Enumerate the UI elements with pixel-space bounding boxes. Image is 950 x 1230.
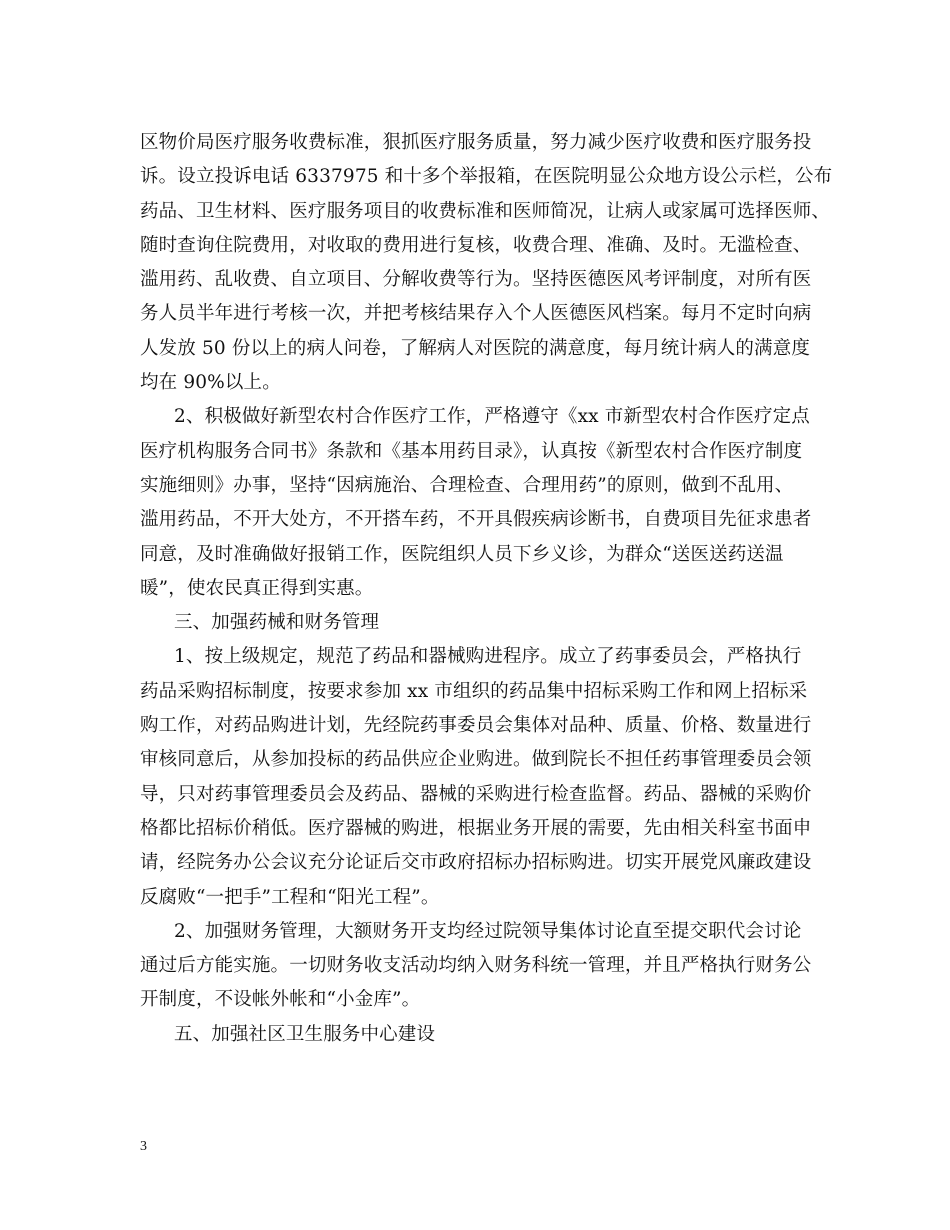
text-line: 区物价局医疗服务收费标准，狠抓医疗服务质量，努力减少医疗收费和医疗服务投 [140, 132, 812, 153]
text-line: 格都比招标价稍低。医疗器械的购进，根据业务开展的需要，先由相关科室书面申 [140, 817, 812, 839]
text-line: 滥用药、乱收费、自立项目、分解收费等行为。坚持医德医风考评制度，对所有医 [140, 269, 812, 291]
text-line: 同意，及时准确做好报销工作，医院组织人员下乡义诊，为群众“送医送药送温 [140, 543, 784, 565]
text-line: 购工作，对药品购进计划，先经院药事委员会集体对品种、质量、价格、数量进行 [140, 715, 812, 737]
text-line: 开制度，不设帐外帐和“小金库”。 [140, 989, 421, 1011]
text-line: 反腐败“一把手”工程和“阳光工程”。 [140, 886, 440, 908]
text-line: 通过后方能实施。一切财务收支活动均纳入财务科统一管理，并且严格执行财务公 [140, 955, 812, 977]
text-line: 医疗机构服务合同书》条款和《基本用药目录》，认真按《新型农村合作医疗制度 [140, 440, 803, 462]
text-line: 审核同意后，从参加投标的药品供应企业购进。做到院长不担任药事管理委员会领 [140, 749, 812, 771]
text-line: 导，只对药事管理委员会及药品、器械的采购进行检查监督。药品、器械的采购价 [140, 783, 812, 805]
text-line: 随时查询住院费用，对收取的费用进行复核，收费合理、准确、及时。无滥检查、 [140, 234, 812, 256]
text-line: 请，经院务办公会议充分论证后交市政府招标办招标购进。切实开展党风廉政建设 [140, 852, 812, 874]
text-line: 实施细则》办事，坚持“因病施治、合理检查、合理用药”的原则，做到不乱用、 [140, 474, 794, 496]
section-heading: 三、加强药械和财务管理 [174, 612, 380, 634]
text-line: 均在 90%以上。 [140, 372, 281, 394]
page-number: 3 [140, 1139, 147, 1154]
document-body [140, 126, 833, 1052]
text-line: 滥用药品，不开大处方，不开搭车药，不开具假疾病诊断书，自费项目先征求患者 [140, 509, 812, 531]
paragraph-start-line: 1、按上级规定，规范了药品和器械购进程序。成立了药事委员会，严格执行 [174, 646, 802, 668]
paragraph-start-line: 2、加强财务管理，大额财务开支均经过院领导集体讨论直至提交职代会讨论 [174, 920, 802, 942]
text-line: 务人员半年进行考核一次，并把考核结果存入个人医德医风档案。每月不定时向病 [140, 303, 812, 325]
section-heading: 五、加强社区卫生服务中心建设 [174, 1023, 436, 1045]
text-line: 诉。设立投诉电话 6337975 和十多个举报箱，在医院明显公众地方设公示栏，公布 [140, 166, 833, 188]
text-line: 暖”，使农民真正得到实惠。 [140, 577, 374, 599]
text-line: 人发放 50 份以上的病人问卷，了解病人对医院的满意度，每月统计病人的满意度 [140, 337, 811, 359]
text-line: 药品采购招标制度，按要求参加 xx 市组织的药品集中招标采购工作和网上招标采 [140, 680, 808, 702]
paragraph-start-line: 2、积极做好新型农村合作医疗工作，严格遵守《xx 市新型农村合作医疗定点 [174, 406, 810, 428]
text-line: 药品、卫生材料、医疗服务项目的收费标准和医师简况，让病人或家属可选择医师、 [140, 200, 831, 222]
